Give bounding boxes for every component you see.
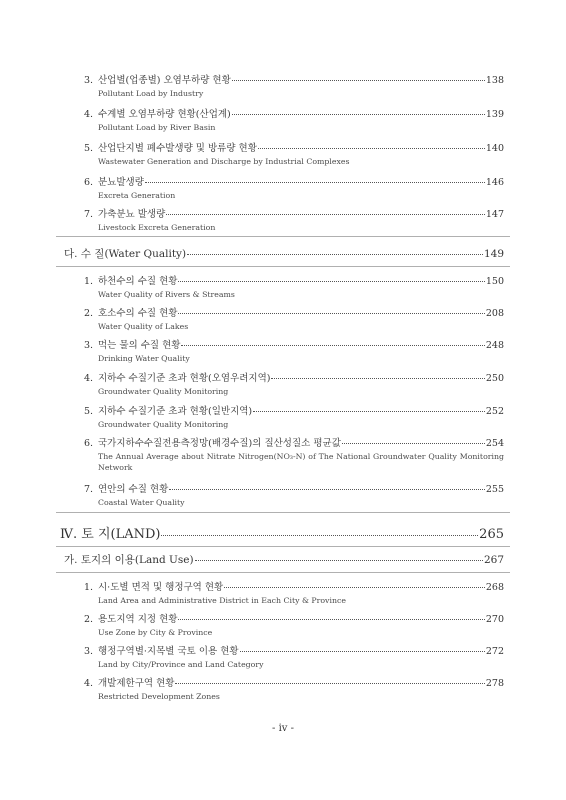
entry-number: 5. — [84, 143, 94, 154]
entry-title: 시·도별 면적 및 행정구역 현황 — [98, 582, 224, 593]
entry-title: 국가지하수수질전용측정망(배경수질)의 질산성질소 평균값 — [98, 438, 341, 449]
entry-page: 278 — [485, 678, 504, 689]
entry-subtitle: The Annual Average about Nitrate Nitrogen(NO₃-N) of The National Groundwater Quality Monitoring Network — [98, 452, 504, 472]
entry-subtitle: Livestock Excreta Generation — [98, 223, 216, 232]
entry-number: 6. — [84, 438, 94, 449]
entry-number: 6. — [84, 177, 94, 188]
entry-number: 4. — [84, 373, 94, 384]
section-divider — [56, 546, 510, 547]
entry-page: 268 — [485, 582, 504, 593]
entry-page: 272 — [485, 646, 504, 657]
entry-subtitle: Land Area and Administrative District in Each City & Province — [98, 596, 346, 605]
entry-title: 산업단지별 폐수발생량 및 방류량 현황 — [98, 143, 257, 154]
leader-dots — [187, 247, 483, 258]
leader-dots — [181, 339, 484, 349]
entry-title: 지하수 수질기준 초과 현황(일반지역) — [98, 406, 253, 417]
entry-page: 140 — [485, 143, 504, 154]
entry-page: 250 — [485, 373, 504, 384]
entry-number: 4. — [84, 678, 94, 689]
entry-page: 146 — [485, 177, 504, 188]
entry-subtitle: Pollutant Load by River Basin — [98, 123, 216, 132]
entry-page: 147 — [485, 209, 504, 220]
chapter-page: 265 — [479, 527, 504, 542]
entry-number: 3. — [84, 646, 94, 657]
leader-dots — [342, 437, 485, 447]
entry-number: 3. — [84, 340, 94, 351]
section-title: 다. 수 질(Water Quality) — [64, 248, 187, 260]
entry-title: 하천수의 수질 현황 — [98, 276, 178, 287]
entry-number: 1. — [84, 582, 94, 593]
leader-dots — [232, 108, 485, 118]
entry-page: 252 — [485, 406, 504, 417]
entry-page: 248 — [485, 340, 504, 351]
entry-subtitle: Pollutant Load by Industry — [98, 89, 204, 98]
entry-subtitle: Groundwater Quality Monitoring — [98, 387, 229, 396]
entry-number: 3. — [84, 75, 94, 86]
entry-title: 개발제한구역 현황 — [98, 678, 175, 689]
leader-dots — [178, 275, 484, 285]
entry-title: 수계별 오염부하량 현황(산업계) — [98, 109, 231, 120]
entry-page: 150 — [485, 276, 504, 287]
entry-title: 호소수의 수질 현황 — [98, 308, 178, 319]
entry-number: 4. — [84, 109, 94, 120]
chapter-title: Ⅳ. 토 지(LAND) — [60, 527, 161, 542]
entry-title: 지하수 수질기준 초과 현황(오염우려지역) — [98, 373, 271, 384]
leader-dots — [166, 208, 485, 218]
entry-page: 254 — [485, 438, 504, 449]
entry-subtitle: Land by City/Province and Land Category — [98, 660, 264, 669]
entry-number: 2. — [84, 614, 94, 625]
entry-page: 139 — [485, 109, 504, 120]
section-page: 149 — [483, 248, 504, 260]
leader-dots — [253, 405, 485, 415]
leader-dots — [258, 142, 485, 152]
entry-number: 2. — [84, 308, 94, 319]
entry-page: 208 — [485, 308, 504, 319]
section-divider — [56, 266, 510, 267]
entry-title: 분뇨발생량 — [98, 177, 144, 188]
entry-page: 270 — [485, 614, 504, 625]
leader-dots — [195, 553, 483, 564]
leader-dots — [224, 581, 485, 591]
leader-dots — [145, 176, 485, 186]
leader-dots — [240, 645, 485, 655]
entry-page: 255 — [485, 484, 504, 495]
section-divider — [56, 572, 510, 573]
entry-title: 행정구역별·지목별 국토 이용 현황 — [98, 646, 239, 657]
leader-dots — [175, 677, 484, 687]
entry-title: 가축분뇨 발생량 — [98, 209, 166, 220]
section-divider — [56, 236, 510, 237]
entry-subtitle: Wastewater Generation and Discharge by Industrial Complexes — [98, 157, 350, 166]
entry-page: 138 — [485, 75, 504, 86]
page-number-footer: - iv - — [272, 723, 294, 734]
entry-number: 7. — [84, 209, 94, 220]
entry-number: 1. — [84, 276, 94, 287]
entry-subtitle: Excreta Generation — [98, 191, 176, 200]
entry-title: 연안의 수질 현황 — [98, 484, 169, 495]
entry-title: 용도지역 지정 현황 — [98, 614, 178, 625]
entry-subtitle: Drinking Water Quality — [98, 354, 190, 363]
entry-number: 7. — [84, 484, 94, 495]
entry-subtitle: Groundwater Quality Monitoring — [98, 420, 229, 429]
entry-subtitle: Water Quality of Lakes — [98, 322, 189, 331]
entry-subtitle: Restricted Development Zones — [98, 692, 220, 701]
entry-number: 5. — [84, 406, 94, 417]
leader-dots — [232, 74, 485, 84]
entry-title: 먹는 물의 수질 현황 — [98, 340, 181, 351]
leader-dots — [178, 613, 484, 623]
leader-dots — [178, 307, 484, 317]
entry-title: 산업별(업종별) 오염부하량 현황 — [98, 75, 231, 86]
leader-dots — [169, 483, 485, 493]
entry-subtitle: Coastal Water Quality — [98, 498, 185, 507]
section-title: 가. 토지의 이용(Land Use) — [64, 554, 194, 566]
leader-dots — [161, 525, 478, 538]
leader-dots — [271, 372, 484, 382]
entry-subtitle: Use Zone by City & Province — [98, 628, 213, 637]
section-divider — [56, 512, 510, 513]
entry-subtitle: Water Quality of Rivers & Streams — [98, 290, 235, 299]
section-page: 267 — [483, 554, 504, 566]
